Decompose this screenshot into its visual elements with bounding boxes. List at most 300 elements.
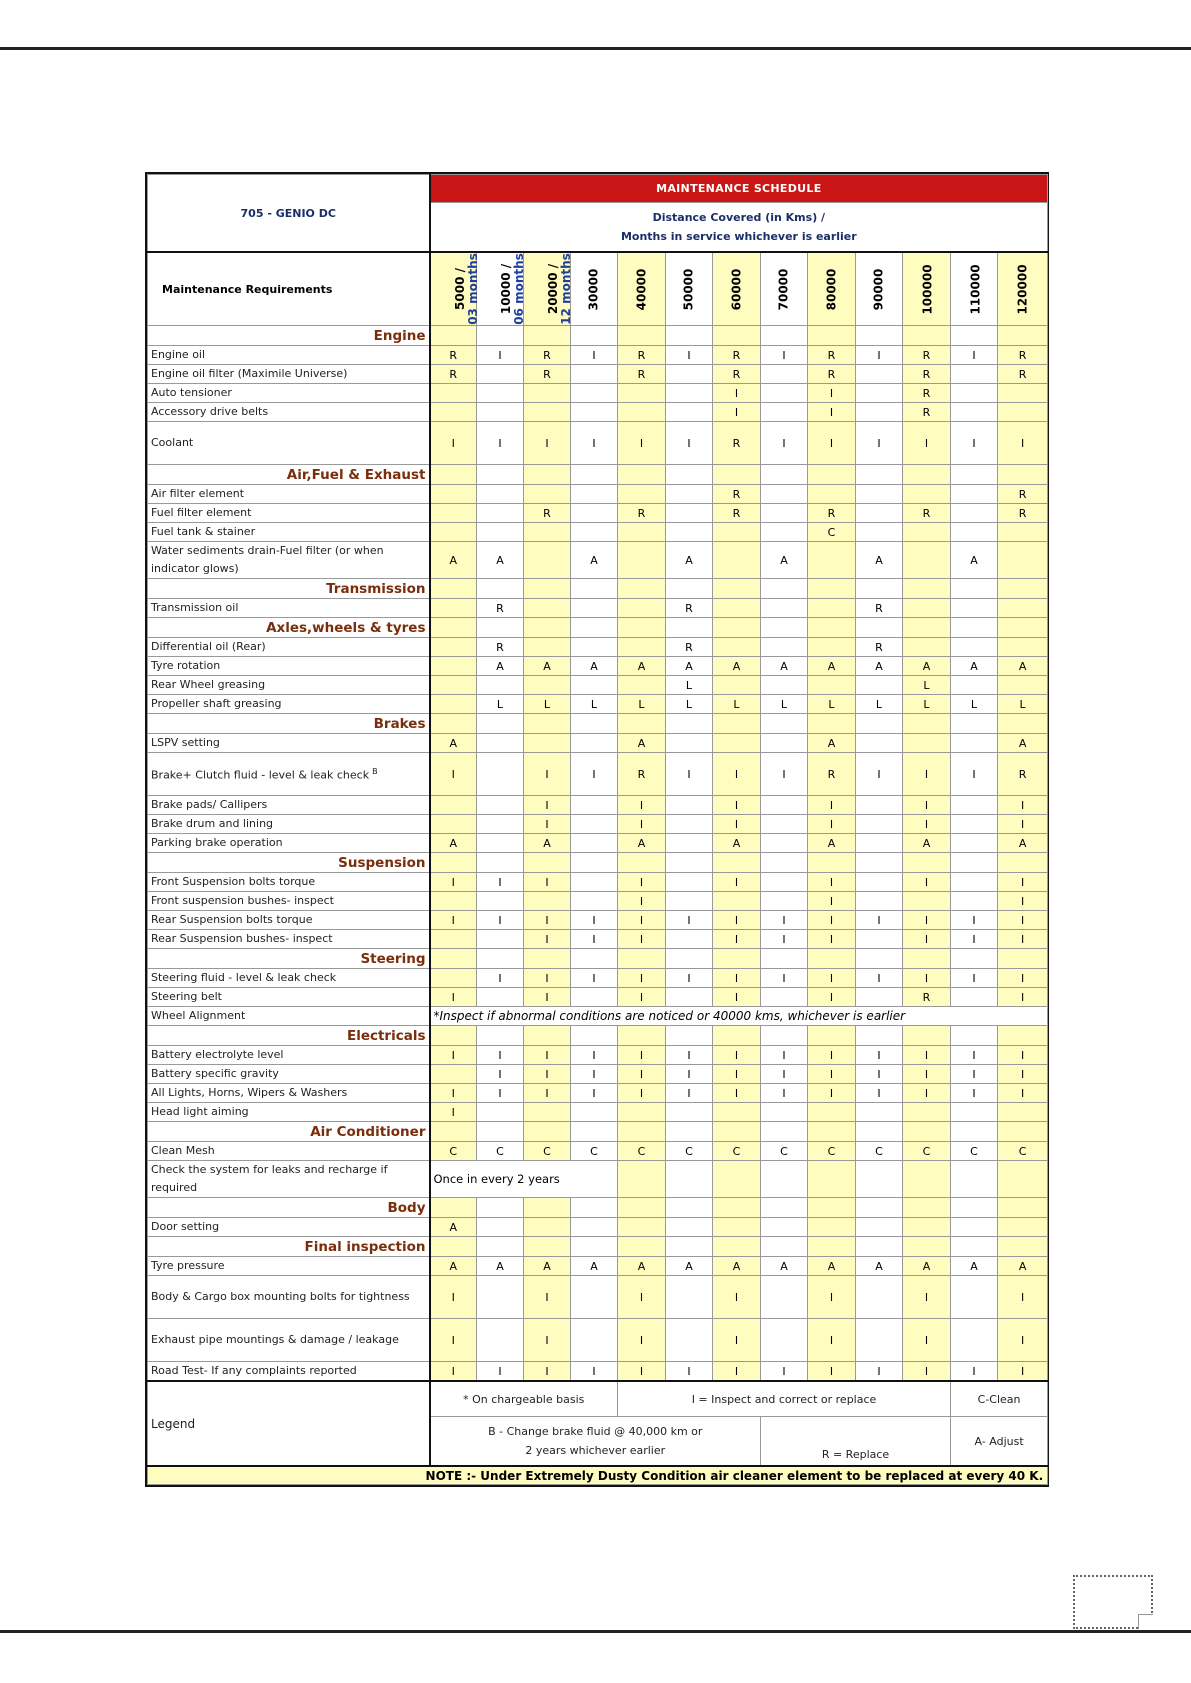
schedule-cell: L <box>618 695 666 714</box>
note-row <box>148 1466 1048 1485</box>
schedule-cell: R <box>903 504 951 523</box>
schedule-cell <box>524 734 571 753</box>
schedule-cell: A <box>524 657 571 676</box>
section-title: Final inspection <box>148 1237 430 1257</box>
column-km: 120000 <box>1015 263 1030 315</box>
schedule-cell <box>477 579 524 599</box>
schedule-cell: I <box>998 796 1048 815</box>
requirement-label <box>148 1161 430 1198</box>
schedule-cell <box>998 714 1048 734</box>
schedule-cell: A <box>618 1257 666 1276</box>
column-header-text <box>778 268 791 310</box>
column-km: 5000 / <box>452 268 467 310</box>
schedule-cell <box>524 465 571 485</box>
requirement-label <box>148 1007 430 1026</box>
maintenance-schedule-table <box>147 174 1048 1485</box>
schedule-cell: R <box>903 988 951 1007</box>
requirement-text: Tyre pressure <box>151 1259 225 1272</box>
schedule-cell <box>477 1122 524 1142</box>
schedule-cell <box>856 796 903 815</box>
requirement-label <box>148 873 430 892</box>
schedule-cell: R <box>713 504 761 523</box>
schedule-cell <box>477 892 524 911</box>
schedule-cell <box>430 930 477 949</box>
schedule-cell <box>477 403 524 422</box>
schedule-cell: R <box>808 365 856 384</box>
schedule-cell: A <box>951 1257 998 1276</box>
schedule-cell <box>951 676 998 695</box>
schedule-cell: I <box>477 911 524 930</box>
schedule-cell <box>430 796 477 815</box>
schedule-cell: A <box>761 542 808 579</box>
requirement-text: Check the system for leaks and recharge if required <box>151 1163 388 1194</box>
schedule-cell <box>430 695 477 714</box>
schedule-cell <box>571 1026 618 1046</box>
schedule-cell <box>856 949 903 969</box>
top-rule <box>0 47 1191 50</box>
schedule-cell <box>808 542 856 579</box>
section-axles-wheels-tyres <box>148 618 1048 638</box>
schedule-cell: R <box>998 485 1048 504</box>
schedule-cell: I <box>903 969 951 988</box>
schedule-cell <box>524 676 571 695</box>
schedule-cell: R <box>524 365 571 384</box>
requirement-label <box>148 892 430 911</box>
schedule-cell <box>903 523 951 542</box>
schedule-cell: I <box>951 969 998 988</box>
table-row <box>148 599 1048 618</box>
schedule-cell: I <box>666 753 713 796</box>
schedule-cell: I <box>951 1362 998 1382</box>
schedule-cell: I <box>524 1084 571 1103</box>
schedule-cell: C <box>713 1142 761 1161</box>
schedule-cell: A <box>998 734 1048 753</box>
schedule-cell: I <box>903 1276 951 1319</box>
schedule-cell <box>808 465 856 485</box>
schedule-cell: I <box>477 969 524 988</box>
schedule-cell: R <box>477 638 524 657</box>
schedule-cell <box>713 579 761 599</box>
schedule-cell: I <box>761 1046 808 1065</box>
schedule-cell: I <box>998 1065 1048 1084</box>
schedule-cell <box>618 465 666 485</box>
schedule-cell <box>524 523 571 542</box>
schedule-cell: R <box>713 422 761 465</box>
schedule-cell: A <box>524 834 571 853</box>
schedule-cell <box>903 542 951 579</box>
schedule-cell <box>713 1161 761 1198</box>
schedule-cell <box>618 853 666 873</box>
requirement-text: Transmission oil <box>151 601 239 614</box>
inspection-note: *Inspect if abnormal conditions are noticed or 40000 kms, whichever is earlier <box>430 1007 1048 1026</box>
requirement-label <box>148 1084 430 1103</box>
schedule-cell: I <box>571 753 618 796</box>
schedule-cell <box>903 892 951 911</box>
table-row <box>148 1362 1048 1382</box>
schedule-cell <box>524 485 571 504</box>
requirement-label <box>148 734 430 753</box>
column-header <box>856 252 903 326</box>
requirement-label <box>148 384 430 403</box>
schedule-cell <box>713 1103 761 1122</box>
requirement-text: Fuel tank & stainer <box>151 525 256 538</box>
schedule-cell: I <box>713 796 761 815</box>
schedule-cell: R <box>477 599 524 618</box>
schedule-cell <box>808 1218 856 1237</box>
schedule-cell: I <box>761 1362 808 1382</box>
schedule-cell: L <box>666 676 713 695</box>
schedule-cell: I <box>856 911 903 930</box>
schedule-cell: I <box>571 969 618 988</box>
schedule-cell <box>761 949 808 969</box>
schedule-cell <box>430 1026 477 1046</box>
schedule-cell: L <box>951 695 998 714</box>
schedule-cell: I <box>524 1319 571 1362</box>
schedule-cell <box>998 1161 1048 1198</box>
schedule-cell: I <box>856 1065 903 1084</box>
schedule-cell <box>856 1198 903 1218</box>
column-header-text <box>588 268 601 310</box>
dusty-condition-note: NOTE :- Under Extremely Dusty Condition air cleaner element to be replaced at every 40 K. <box>148 1466 1048 1485</box>
section-transmission <box>148 579 1048 599</box>
schedule-cell: I <box>808 969 856 988</box>
schedule-cell: A <box>713 834 761 853</box>
schedule-cell: I <box>618 873 666 892</box>
schedule-cell <box>477 1276 524 1319</box>
schedule-cell: I <box>903 815 951 834</box>
schedule-cell: I <box>761 422 808 465</box>
bottom-rule <box>0 1630 1191 1633</box>
column-header-text <box>873 268 886 310</box>
schedule-cell: A <box>903 657 951 676</box>
schedule-cell: I <box>430 1046 477 1065</box>
schedule-cell <box>951 873 998 892</box>
schedule-cell <box>524 403 571 422</box>
schedule-cell <box>618 714 666 734</box>
schedule-cell <box>713 1198 761 1218</box>
schedule-cell <box>713 326 761 346</box>
schedule-cell: I <box>477 1065 524 1084</box>
schedule-cell <box>430 523 477 542</box>
schedule-cell <box>430 1065 477 1084</box>
schedule-cell: I <box>903 422 951 465</box>
schedule-cell: A <box>808 834 856 853</box>
schedule-cell <box>666 579 713 599</box>
table-row <box>148 346 1048 365</box>
schedule-cell <box>618 1218 666 1237</box>
schedule-cell <box>477 1026 524 1046</box>
schedule-cell <box>666 1103 713 1122</box>
schedule-cell <box>524 892 571 911</box>
schedule-cell <box>761 1319 808 1362</box>
schedule-cell: I <box>951 1065 998 1084</box>
schedule-cell <box>666 834 713 853</box>
schedule-cell: I <box>524 796 571 815</box>
schedule-cell: I <box>618 815 666 834</box>
schedule-cell <box>951 326 998 346</box>
schedule-cell <box>761 384 808 403</box>
schedule-cell: I <box>856 969 903 988</box>
schedule-cell <box>761 579 808 599</box>
schedule-cell <box>618 523 666 542</box>
requirement-text: LSPV setting <box>151 736 220 749</box>
schedule-cell <box>856 676 903 695</box>
schedule-cell: I <box>998 1046 1048 1065</box>
requirement-label <box>148 1276 430 1319</box>
column-header-text <box>970 264 983 314</box>
section-title: Electricals <box>148 1026 430 1046</box>
schedule-cell: I <box>524 815 571 834</box>
requirement-text: Coolant <box>151 436 194 449</box>
requirement-text: Brake+ Clutch fluid - level & leak check <box>151 768 370 782</box>
schedule-cell <box>571 384 618 403</box>
schedule-cell: A <box>951 657 998 676</box>
schedule-cell: I <box>524 1276 571 1319</box>
column-km: 40000 <box>634 268 648 310</box>
schedule-cell <box>666 1198 713 1218</box>
schedule-cell: A <box>618 734 666 753</box>
schedule-cell <box>951 465 998 485</box>
section-title: Suspension <box>148 853 430 873</box>
schedule-cell: I <box>808 422 856 465</box>
table-row <box>148 504 1048 523</box>
schedule-cell <box>903 1198 951 1218</box>
table-row <box>148 485 1048 504</box>
schedule-cell: I <box>430 1084 477 1103</box>
schedule-cell <box>618 1026 666 1046</box>
schedule-cell <box>808 599 856 618</box>
schedule-title: MAINTENANCE SCHEDULE <box>430 175 1048 203</box>
schedule-cell: C <box>571 1142 618 1161</box>
column-km: 20000 / <box>545 263 560 315</box>
schedule-cell <box>477 676 524 695</box>
schedule-cell <box>998 542 1048 579</box>
schedule-cell <box>856 714 903 734</box>
schedule-cell: I <box>666 969 713 988</box>
schedule-cell <box>618 1237 666 1257</box>
schedule-cell: R <box>618 753 666 796</box>
schedule-cell <box>761 734 808 753</box>
schedule-cell <box>713 1026 761 1046</box>
schedule-cell <box>477 1237 524 1257</box>
schedule-cell <box>430 638 477 657</box>
schedule-cell: I <box>430 873 477 892</box>
column-header-text <box>1017 264 1030 314</box>
schedule-cell <box>998 618 1048 638</box>
requirement-text: Rear Suspension bushes- inspect <box>151 932 333 945</box>
schedule-cell <box>666 523 713 542</box>
column-header <box>808 252 856 326</box>
table-row <box>148 1218 1048 1237</box>
schedule-cell: R <box>808 753 856 796</box>
schedule-cell <box>856 930 903 949</box>
schedule-cell: I <box>477 346 524 365</box>
schedule-cell: A <box>666 542 713 579</box>
schedule-cell <box>951 523 998 542</box>
schedule-cell: I <box>430 1103 477 1122</box>
schedule-cell <box>430 657 477 676</box>
schedule-cell <box>430 403 477 422</box>
schedule-cell <box>477 1319 524 1362</box>
schedule-cell: I <box>998 892 1048 911</box>
schedule-cell <box>524 1218 571 1237</box>
schedule-cell <box>571 1198 618 1218</box>
requirement-text: Tyre rotation <box>151 659 221 672</box>
schedule-cell: C <box>477 1142 524 1161</box>
schedule-cell <box>951 599 998 618</box>
schedule-cell: I <box>856 753 903 796</box>
schedule-cell <box>713 599 761 618</box>
schedule-cell <box>571 1319 618 1362</box>
schedule-cell: R <box>713 346 761 365</box>
requirement-text: Propeller shaft greasing <box>151 697 282 710</box>
schedule-cell <box>571 853 618 873</box>
column-header <box>713 252 761 326</box>
schedule-cell <box>571 988 618 1007</box>
legend-brake-fluid-line-2: 2 years whichever earlier <box>525 1444 666 1457</box>
schedule-cell: I <box>618 796 666 815</box>
schedule-cell: R <box>903 346 951 365</box>
schedule-cell <box>666 734 713 753</box>
schedule-cell <box>618 949 666 969</box>
schedule-cell: I <box>808 1046 856 1065</box>
requirements-heading: Maintenance Requirements <box>148 252 430 326</box>
schedule-cell: I <box>998 873 1048 892</box>
column-header <box>618 252 666 326</box>
schedule-cell <box>430 969 477 988</box>
schedule-cell: I <box>618 1046 666 1065</box>
schedule-cell <box>666 815 713 834</box>
table-row <box>148 1084 1048 1103</box>
schedule-cell <box>571 638 618 657</box>
schedule-cell: I <box>903 873 951 892</box>
schedule-cell <box>761 853 808 873</box>
schedule-cell: I <box>524 930 571 949</box>
schedule-cell: I <box>618 930 666 949</box>
table-row <box>148 1161 1048 1198</box>
schedule-cell <box>856 1161 903 1198</box>
requirement-label <box>148 695 430 714</box>
schedule-cell: R <box>998 753 1048 796</box>
schedule-cell <box>524 714 571 734</box>
schedule-cell: I <box>430 1276 477 1319</box>
schedule-cell: C <box>808 1142 856 1161</box>
schedule-cell <box>571 326 618 346</box>
schedule-cell <box>951 365 998 384</box>
schedule-cell <box>430 579 477 599</box>
schedule-cell: I <box>618 911 666 930</box>
schedule-cell: I <box>477 873 524 892</box>
table-row <box>148 1103 1048 1122</box>
schedule-cell <box>666 714 713 734</box>
requirement-text: Rear Suspension bolts torque <box>151 913 313 926</box>
column-header <box>666 252 713 326</box>
schedule-cell <box>903 1122 951 1142</box>
column-km: 90000 <box>871 268 886 310</box>
page-curl-icon <box>1073 1575 1153 1629</box>
subtitle-line-2: Months in service whichever is earlier <box>620 230 857 243</box>
schedule-cell <box>524 1026 571 1046</box>
schedule-cell <box>618 599 666 618</box>
schedule-cell: A <box>430 834 477 853</box>
schedule-cell: I <box>713 815 761 834</box>
schedule-cell: I <box>618 988 666 1007</box>
schedule-cell: I <box>998 422 1048 465</box>
table-row <box>148 638 1048 657</box>
schedule-cell: A <box>618 657 666 676</box>
schedule-cell: I <box>713 930 761 949</box>
table-row <box>148 1142 1048 1161</box>
schedule-cell <box>903 638 951 657</box>
schedule-cell: I <box>761 1065 808 1084</box>
schedule-cell <box>998 949 1048 969</box>
schedule-cell: I <box>666 1084 713 1103</box>
table-row <box>148 384 1048 403</box>
column-months: 03 months <box>465 253 480 325</box>
schedule-cell <box>856 734 903 753</box>
schedule-cell: L <box>998 695 1048 714</box>
schedule-cell <box>713 892 761 911</box>
schedule-cell <box>524 638 571 657</box>
schedule-cell: A <box>951 542 998 579</box>
schedule-cell <box>761 485 808 504</box>
schedule-cell <box>903 1103 951 1122</box>
schedule-cell <box>430 326 477 346</box>
schedule-cell: I <box>951 911 998 930</box>
schedule-cell: R <box>808 504 856 523</box>
schedule-cell: I <box>808 1362 856 1382</box>
section-title: Axles,wheels & tyres <box>148 618 430 638</box>
schedule-cell: I <box>666 1046 713 1065</box>
schedule-cell <box>666 796 713 815</box>
schedule-cell <box>618 1122 666 1142</box>
table-row <box>148 988 1048 1007</box>
column-header-text <box>825 268 838 310</box>
schedule-cell <box>477 326 524 346</box>
schedule-cell: I <box>998 1084 1048 1103</box>
requirement-label <box>148 365 430 384</box>
schedule-cell <box>571 599 618 618</box>
schedule-cell <box>430 676 477 695</box>
schedule-cell: R <box>903 384 951 403</box>
schedule-cell <box>761 873 808 892</box>
schedule-cell <box>713 734 761 753</box>
requirement-label <box>148 346 430 365</box>
requirement-label <box>148 911 430 930</box>
schedule-cell <box>713 638 761 657</box>
schedule-cell <box>761 504 808 523</box>
requirement-label <box>148 599 430 618</box>
schedule-cell <box>524 1122 571 1142</box>
schedule-cell: A <box>903 1257 951 1276</box>
schedule-cell <box>761 834 808 853</box>
section-engine <box>148 326 1048 346</box>
table-row <box>148 892 1048 911</box>
column-months: 12 months <box>558 253 573 325</box>
schedule-cell: R <box>666 638 713 657</box>
schedule-cell: I <box>808 1084 856 1103</box>
schedule-cell: I <box>856 422 903 465</box>
section-title: Air,Fuel & Exhaust <box>148 465 430 485</box>
schedule-cell: C <box>761 1142 808 1161</box>
schedule-cell: I <box>713 403 761 422</box>
requirement-text: Brake pads/ Callipers <box>151 798 268 811</box>
schedule-cell: I <box>998 1362 1048 1382</box>
schedule-cell <box>713 853 761 873</box>
schedule-cell <box>477 753 524 796</box>
schedule-cell: A <box>430 1218 477 1237</box>
schedule-cell: A <box>856 542 903 579</box>
